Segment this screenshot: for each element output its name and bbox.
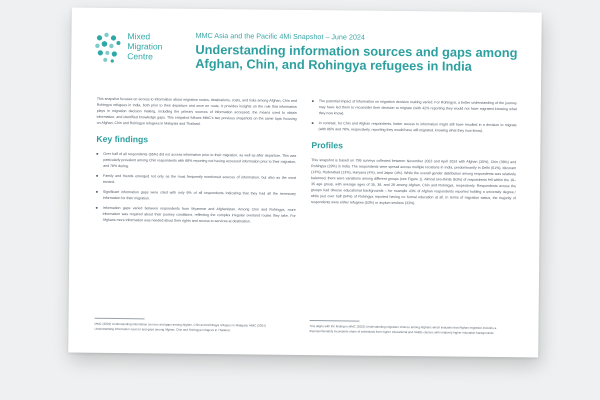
list-item: Family and friends emerged not only as the most frequently mentioned sources of information, but also as the most trusted. bbox=[96, 173, 296, 187]
footnote-right: This aligns with the finding in MMC (2023) Understanding migration choices among Afghans which indicates that Afghan migration includes a disproportionately incomplete share of individuals from higher educational and middle classes with relatively higher education backgrounds. bbox=[309, 324, 497, 335]
intro-paragraph: This snapshot focuses on access to information about migration routes, destinations, costs, and risks among Afghan, Chin and Rohingya refugees in India, both prior to their departure and once en route. It provides insights on the role that information plays in migration decision making, including the primary sources of information accessed, the means used to obtain information, and identified knowledge gaps. This snapshot follows MMC's two previous snapshots on the same topic focusing on Afghan, Chin and Rohingya refugees in Malaysia and Thailand. bbox=[96, 96, 297, 126]
mmc-logo bbox=[89, 24, 180, 75]
list-item: The potential impact of information on migration decision making varied. For Rohingya, a better understanding of the journey may have led them to reconsider their decision to migrate (with 42% reporting they would not have migrated knowing what they now know). bbox=[312, 98, 517, 118]
profiles-heading: Profiles bbox=[311, 140, 343, 151]
document-page bbox=[68, 8, 542, 358]
logo-line-1: Mixed bbox=[127, 31, 151, 42]
left-column bbox=[96, 96, 297, 229]
footnote-divider bbox=[310, 320, 360, 322]
logo-line-2: Migration bbox=[127, 41, 163, 52]
footnote-left: MMC (2023) Understanding information sources and gaps among Afghan, Chin and Rohingya refugees in Malaysia; MMC (2024) Understanding information sources and gaps among Afghan, Chin and Rohingya refugees in Thailand. bbox=[94, 321, 266, 332]
key-findings-list bbox=[96, 151, 297, 225]
list-item: In contrast, for Chin and Afghan respondents, better access to information might still have resulted in a decision to migrate (with 86% and 78%, respectively, reporting they would have still migrated, knowing what they now know). bbox=[312, 120, 517, 134]
right-column bbox=[311, 98, 517, 211]
snapshot-kicker: MMC Asia and the Pacific 4Mi Snapshot – June 2024 bbox=[195, 30, 365, 42]
list-item: Information gaps varied between respondents from Myanmar and Afghanistan. Among Chin and Rohingya, more information was required about their journey conditions, reflecting the complex irregular overland routes they take. For Afghans more information was needed about their rights and access to services at destination. bbox=[96, 205, 296, 225]
document-title: Understanding information sources and gaps among Afghan, Chin, and Rohingya refugees in India bbox=[195, 41, 518, 74]
profiles-paragraph: This snapshot is based on 799 surveys collected between November 2023 and April 2024 with Afghan (35%), Chin (36%) and Rohingya (29%) in India. The respondents were spread across multiple locations in India, predominantly in Delhi (51%), Mizoram (13%), Hyderabad (13%), Haryana (4%), and Jaipur (4%). While the overall gender distribution among respondents was relatively balanced, there were variations among different groups (see Figure 1). Almost two-thirds (63%) of respondents fell within the 18–35 age group, with average ages of 35, 38, and 28 among Afghan, Chin and Rohingya, respectively. Respondents across the groups had diverse educational backgrounds – for example 43% of Afghan respondents reported holding a university degree,¹ while just over half (54%) of Rohingya reported having no formal education at all. In terms of migration status, the majority of respondents were either refugees (53%) or asylum seekers (33%). bbox=[310, 158, 517, 206]
mmc-logo-wordmark bbox=[127, 31, 162, 61]
mmc-logo-icon bbox=[89, 28, 127, 66]
key-findings-heading: Key findings bbox=[96, 133, 149, 145]
footnotes bbox=[94, 318, 514, 342]
findings-continued-list bbox=[312, 98, 517, 134]
logo-line-3: Centre bbox=[127, 51, 153, 62]
list-item: Significant information gaps were cited with only 6% of all respondents indicating that they had all the necessary information for their migration. bbox=[96, 189, 296, 203]
footnote-divider bbox=[95, 318, 145, 320]
list-item: Over half of all respondents (55%) did not access information prior to their migration, as well as after departure. This was particularly prevalent among Chin respondents with 68% reporting not having accessed information prior to their migration, and 78% during. bbox=[96, 151, 296, 171]
